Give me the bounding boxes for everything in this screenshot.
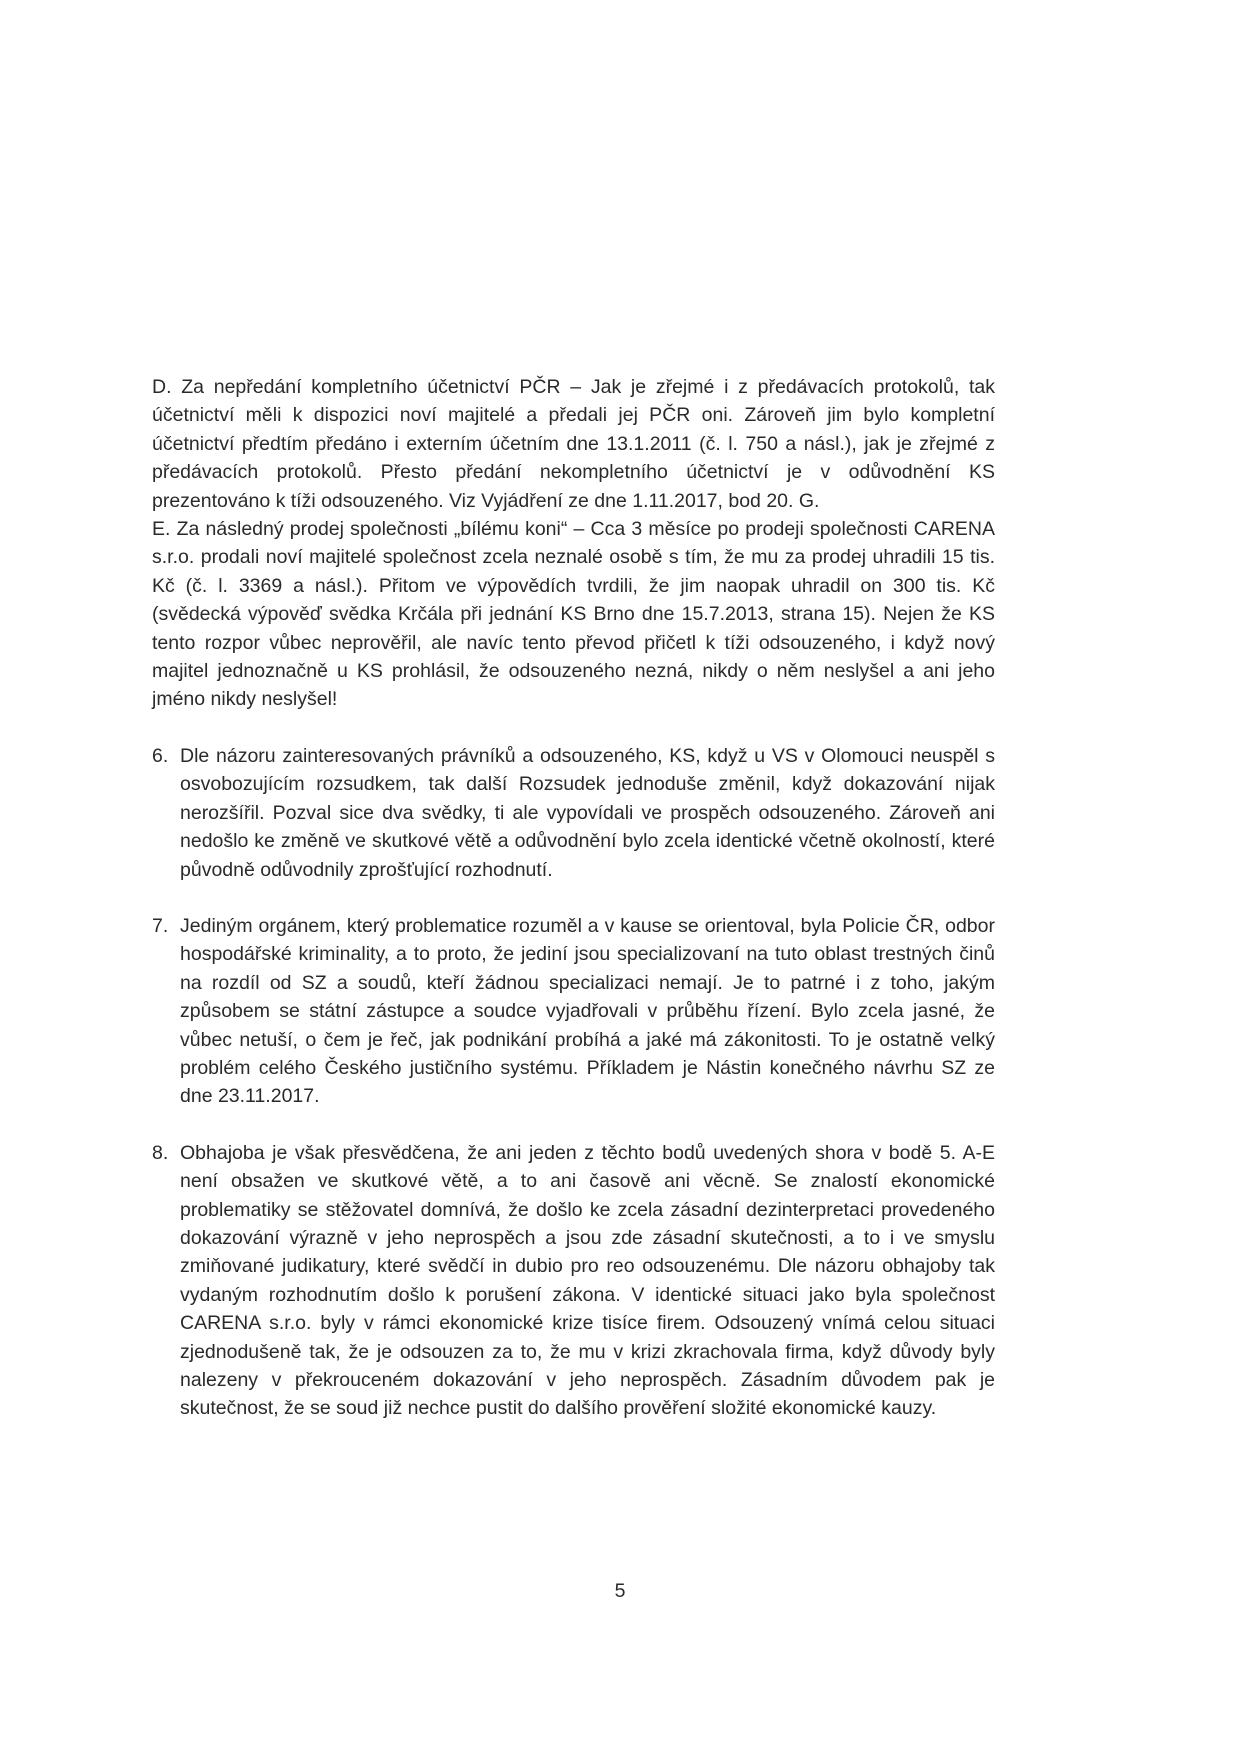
item-text: Dle názoru zainteresovaných právníků a odsouzeného, KS, když u VS v Olomouci neuspěl s osvobozujícím rozsudkem, tak další Rozsudek jednoduše změnil, když dokazování nijak nerozšířil. Pozval sice dva svědky, ti ale vypovídali ve prospěch odsouzeného. Zároveň ani nedošlo ke změně ve skutkové větě a odůvodnění bylo zcela identické včetně okolností, které původně odůvodnily zprošťující rozhodnutí. [180,744,995,881]
item-text: Obhajoba je však přesvědčena, že ani jeden z těchto bodů uvedených shora v bodě 5. A-E není obsažen ve skutkové větě, a to ani časově ani věcně. Se znalostí ekonomické problematiky se stěžovatel domnívá, že došlo ke zcela zásadní dezinterpretaci provedeného dokazování výrazně v jeho neprospěch a jsou zde zásadní skutečnosti, a to i ve smyslu zmiňované judikatury, které svědčí in dubio pro reo odsouzenému. Dle názoru obhajoby tak vydaným rozhodnutím došlo k porušení zákona. V identické situaci jako byla společnost CARENA s.r.o. byly v rámci ekonomické krize tisíce firem. Odsouzený vnímá celou situaci zjednodušeně tak, že je odsouzen za to, že mu v krizi zkrachovala firma, když důvody byly nalezeny v překrouceném dokazování v jeho neprospěch. Zásadním důvodem pak je skutečnost, že se soud již nechce pustit do dalšího prověření složité ekonomické kauzy. [180,1141,995,1420]
numbered-item-7 [152,912,995,1111]
item-number: 7. [152,914,169,937]
subitem-label: D. [152,376,172,398]
item-number: 6. [152,744,169,767]
subitem-label: E. [152,518,171,541]
subitem-text: Za následný prodej společnosti „bílému koni“ – Cca 3 měsíce po prodeji společnosti CARENA s.r.o. prodali noví majitelé společnost zcela neznalé osobě s tím, že mu za prodej uhradili 15 tis. Kč (č. l. 3369 a násl.). Přitom ve výpovědích tvrdili, že jim naopak uhradil on 300 tis. Kč (svědecká výpověď svědka Krčála při jednání KS Brno dne 15.7.2013, strana 15). Nejen že KS tento rozpor vůbec neprověřil, ale navíc tento převod přičetl k tíži odsouzeného, i když nový majitel jednoznačně u KS prohlásil, že odsouzeného nezná, nikdy o něm neslyšel a ani jeho jméno nikdy neslyšel! [152,518,995,711]
subitem-e [152,515,995,714]
document-body [152,373,995,1423]
page-number: 5 [614,1580,626,1602]
item-number: 8. [152,1141,169,1164]
subitem-d [152,373,995,515]
numbered-item-6 [152,742,995,884]
numbered-item-8 [152,1139,995,1423]
item-text: Jediným orgánem, který problematice rozuměl a v kause se orientoval, byla Policie ČR, odbor hospodářské kriminality, a to proto, že jediní jsou specializovaní na tuto oblast trestných činů na rozdíl od SZ a soudů, kteří žádnou specializaci nemají. Je to patrné i z toho, jakým způsobem se státní zástupce a soudce vyjadřovali v průběhu řízení. Bylo zcela jasné, že vůbec netuší, o čem je řeč, jak podnikání probíhá a jaké má zákonitosti. To je ostatně velký problém celého Českého justičního systému. Příkladem je Nástin konečného návrhu SZ ze dne 23.11.2017. [180,914,995,1108]
subitem-text: Za nepředání kompletního účetnictví PČR – Jak je zřejmé i z předávacích protokolů, tak účetnictví měli k dispozici noví majitelé a předali jej PČR oni. Zároveň jim bylo kompletní účetnictví předtím předáno i externím účetním dne 13.1.2011 (č. l. 750 a násl.), jak je zřejmé z předávacích protokolů. Přesto předání nekompletního účetnictví je v odůvodnění KS prezentováno k tíži odsouzeného. Viz Vyjádření ze dne 1.11.2017, bod 20. G. [152,376,995,512]
